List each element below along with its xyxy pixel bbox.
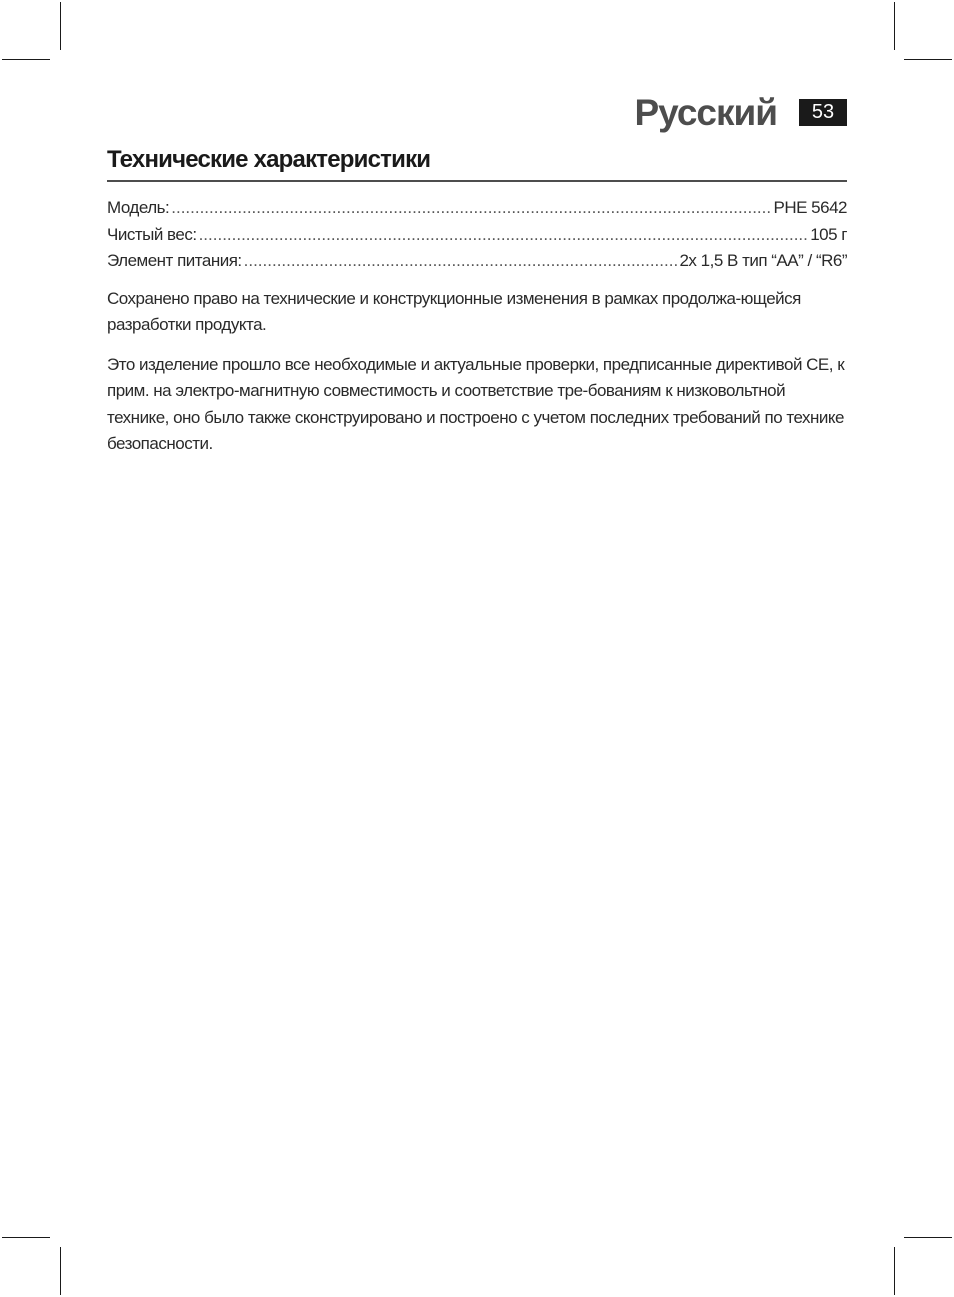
paragraph-design-changes: Сохранено право на технические и конструкционные изменения в рамках продолжа-ющейся разработки продукта. — [107, 288, 801, 334]
crop-mark-top-right-vertical — [894, 2, 895, 50]
spec-value: PHE 5642 — [773, 198, 847, 217]
spec-value: 105 г — [810, 224, 847, 244]
spec-list — [107, 195, 847, 275]
crop-mark-bottom-left-horizontal — [2, 1237, 50, 1238]
page-content — [107, 146, 847, 458]
crop-mark-bottom-right-horizontal — [904, 1237, 952, 1238]
spec-row-battery — [107, 248, 847, 275]
spec-label: Модель: — [107, 198, 170, 217]
spec-leader-dots — [171, 195, 771, 222]
spec-leader-dots — [244, 248, 678, 275]
crop-mark-bottom-right-vertical — [894, 1247, 895, 1295]
crop-mark-top-left-vertical — [60, 2, 61, 50]
page-number-badge: 53 — [799, 99, 847, 126]
section-title: Технические характеристики — [107, 146, 847, 182]
paragraph-ce-compliance: Это изделение прошло все необходимые и актуальные проверки, предписанные директивой CE, к прим. на электро-магнитную совместимость и соответствие тре-бованиям к низковольтной технике, оно было также сконструировано и построено с учетом последних требований по технике безопасности. — [107, 354, 845, 453]
spec-row-model — [107, 195, 847, 222]
spec-row-weight — [107, 222, 847, 249]
spec-value: 2x 1,5 В тип “AA” / “R6” — [679, 251, 847, 270]
language-title: Русский — [634, 92, 777, 133]
spec-label: Чистый вес: — [107, 224, 197, 244]
crop-mark-top-left-horizontal — [2, 59, 50, 60]
spec-label: Элемент питания: — [107, 251, 242, 270]
crop-mark-top-right-horizontal — [904, 59, 952, 60]
language-header — [635, 94, 848, 131]
spec-leader-dots — [199, 222, 809, 249]
crop-mark-bottom-left-vertical — [60, 1247, 61, 1295]
